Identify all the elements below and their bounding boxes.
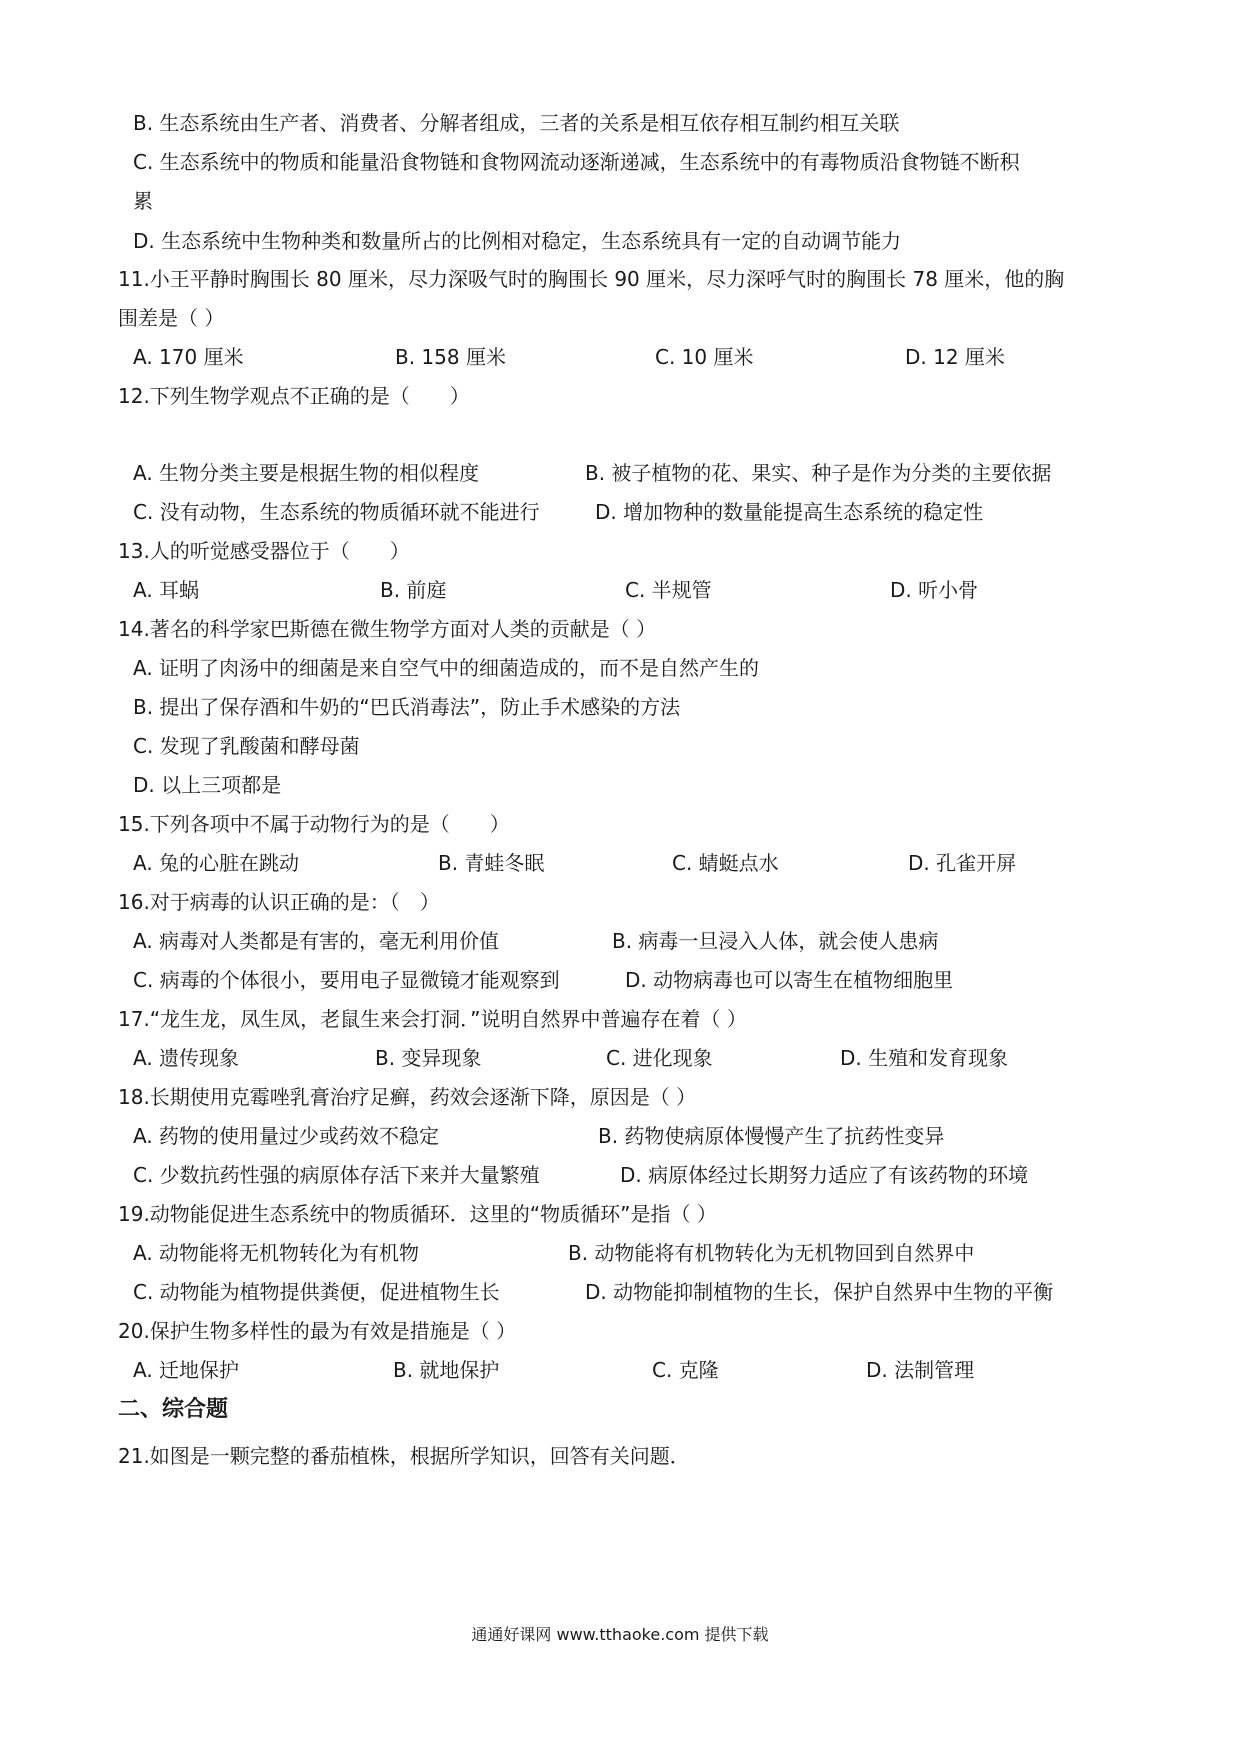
q18-option-a: A. 药物的使用量过少或药效不稳定 bbox=[133, 1124, 440, 1148]
q18-stem: 18.长期使用克霉唑乳膏治疗足癣，药效会逐渐下降，原因是（ ） bbox=[118, 1085, 697, 1109]
q19-option-d: D. 动物能抑制植物的生长，保护自然界中生物的平衡 bbox=[585, 1280, 1054, 1304]
q17-option-a: A. 遗传现象 bbox=[133, 1046, 240, 1070]
q13-option-a: A. 耳蜗 bbox=[133, 578, 200, 602]
q19-stem: 19.动物能促进生态系统中的物质循环．这里的“物质循环”是指（ ） bbox=[118, 1202, 717, 1226]
q15-option-b: B. 青蛙冬眠 bbox=[438, 851, 545, 875]
q16-option-d: D. 动物病毒也可以寄生在植物细胞里 bbox=[625, 968, 954, 992]
q11-option-a: A. 170 厘米 bbox=[133, 345, 244, 369]
q14-option-a: A. 证明了肉汤中的细菌是来自空气中的细菌造成的，而不是自然产生的 bbox=[133, 656, 760, 680]
q14-option-b: B. 提出了保存酒和牛奶的“巴氏消毒法”，防止手术感染的方法 bbox=[133, 695, 681, 719]
q13-option-b: B. 前庭 bbox=[380, 578, 447, 602]
q21-stem: 21.如图是一颗完整的番茄植株，根据所学知识，回答有关问题． bbox=[118, 1444, 690, 1468]
q10-option-c-cont: 累 bbox=[133, 189, 153, 213]
q12-option-a: A. 生物分类主要是根据生物的相似程度 bbox=[133, 461, 480, 485]
q17-stem: 17.“龙生龙，凤生凤，老鼠生来会打洞．”说明自然界中普遍存在着（ ） bbox=[118, 1007, 747, 1031]
q12-option-c: C. 没有动物，生态系统的物质循环就不能进行 bbox=[133, 500, 540, 524]
section-heading: 二、综合题 bbox=[118, 1397, 229, 1422]
q13-option-c: C. 半规管 bbox=[625, 578, 712, 602]
q17-option-d: D. 生殖和发育现象 bbox=[840, 1046, 1009, 1070]
q14-option-d: D. 以上三项都是 bbox=[133, 773, 282, 797]
q16-option-a: A. 病毒对人类都是有害的，毫无利用价值 bbox=[133, 929, 500, 953]
q15-option-c: C. 蜻蜓点水 bbox=[672, 851, 779, 875]
q10-option-b: B. 生态系统由生产者、消费者、分解者组成，三者的关系是相互依存相互制约相互关联 bbox=[133, 111, 900, 135]
q10-option-c: C. 生态系统中的物质和能量沿食物链和食物网流动逐渐递减，生态系统中的有毒物质沿食物链不断积 bbox=[133, 150, 1020, 174]
page-footer: 通通好课网 www.tthaoke.com 提供下载 bbox=[471, 1625, 769, 1644]
q20-option-d: D. 法制管理 bbox=[866, 1358, 975, 1382]
q14-stem: 14.著名的科学家巴斯德在微生物学方面对人类的贡献是（ ） bbox=[118, 617, 657, 641]
q11-option-c: C. 10 厘米 bbox=[655, 345, 754, 369]
q16-option-c: C. 病毒的个体很小，要用电子显微镜才能观察到 bbox=[133, 968, 560, 992]
q18-option-c: C. 少数抗药性强的病原体存活下来并大量繁殖 bbox=[133, 1163, 540, 1187]
q17-option-b: B. 变异现象 bbox=[375, 1046, 482, 1070]
q20-stem: 20.保护生物多样性的最为有效是措施是（ ） bbox=[118, 1319, 517, 1343]
q16-option-b: B. 病毒一旦浸入人体，就会使人患病 bbox=[612, 929, 939, 953]
q11-stem: 11.小王平静时胸围长 80 厘米，尽力深吸气时的胸围长 90 厘米，尽力深呼气时的胸围长 78 厘米，他的胸 bbox=[118, 267, 1065, 291]
q14-option-c: C. 发现了乳酸菌和酵母菌 bbox=[133, 734, 360, 758]
q15-option-d: D. 孔雀开屏 bbox=[908, 851, 1017, 875]
q10-option-d: D. 生态系统中生物种类和数量所占的比例相对稳定，生态系统具有一定的自动调节能力 bbox=[133, 229, 902, 253]
q19-option-c: C. 动物能为植物提供粪便，促进植物生长 bbox=[133, 1280, 500, 1304]
q11-option-b: B. 158 厘米 bbox=[395, 345, 506, 369]
q16-stem: 16.对于病毒的认识正确的是：（ ） bbox=[118, 890, 440, 914]
q19-option-a: A. 动物能将无机物转化为有机物 bbox=[133, 1241, 420, 1265]
q13-stem: 13.人的听觉感受器位于（ ） bbox=[118, 539, 410, 563]
q11-stem-cont: 围差是（ ） bbox=[118, 306, 225, 330]
q13-option-d: D. 听小骨 bbox=[890, 578, 979, 602]
q17-option-c: C. 进化现象 bbox=[606, 1046, 713, 1070]
q20-option-a: A. 迁地保护 bbox=[133, 1358, 240, 1382]
q12-stem: 12.下列生物学观点不正确的是（ ） bbox=[118, 384, 470, 408]
q18-option-b: B. 药物使病原体慢慢产生了抗药性变异 bbox=[598, 1124, 945, 1148]
q20-option-c: C. 克隆 bbox=[652, 1358, 719, 1382]
q18-option-d: D. 病原体经过长期努力适应了有该药物的环境 bbox=[620, 1163, 1029, 1187]
q12-option-d: D. 增加物种的数量能提高生态系统的稳定性 bbox=[595, 500, 984, 524]
q20-option-b: B. 就地保护 bbox=[393, 1358, 500, 1382]
q15-option-a: A. 兔的心脏在跳动 bbox=[133, 851, 300, 875]
q11-option-d: D. 12 厘米 bbox=[905, 345, 1005, 369]
q12-option-b: B. 被子植物的花、果实、种子是作为分类的主要依据 bbox=[585, 461, 1052, 485]
q15-stem: 15.下列各项中不属于动物行为的是（ ） bbox=[118, 812, 510, 836]
q19-option-b: B. 动物能将有机物转化为无机物回到自然界中 bbox=[568, 1241, 975, 1265]
